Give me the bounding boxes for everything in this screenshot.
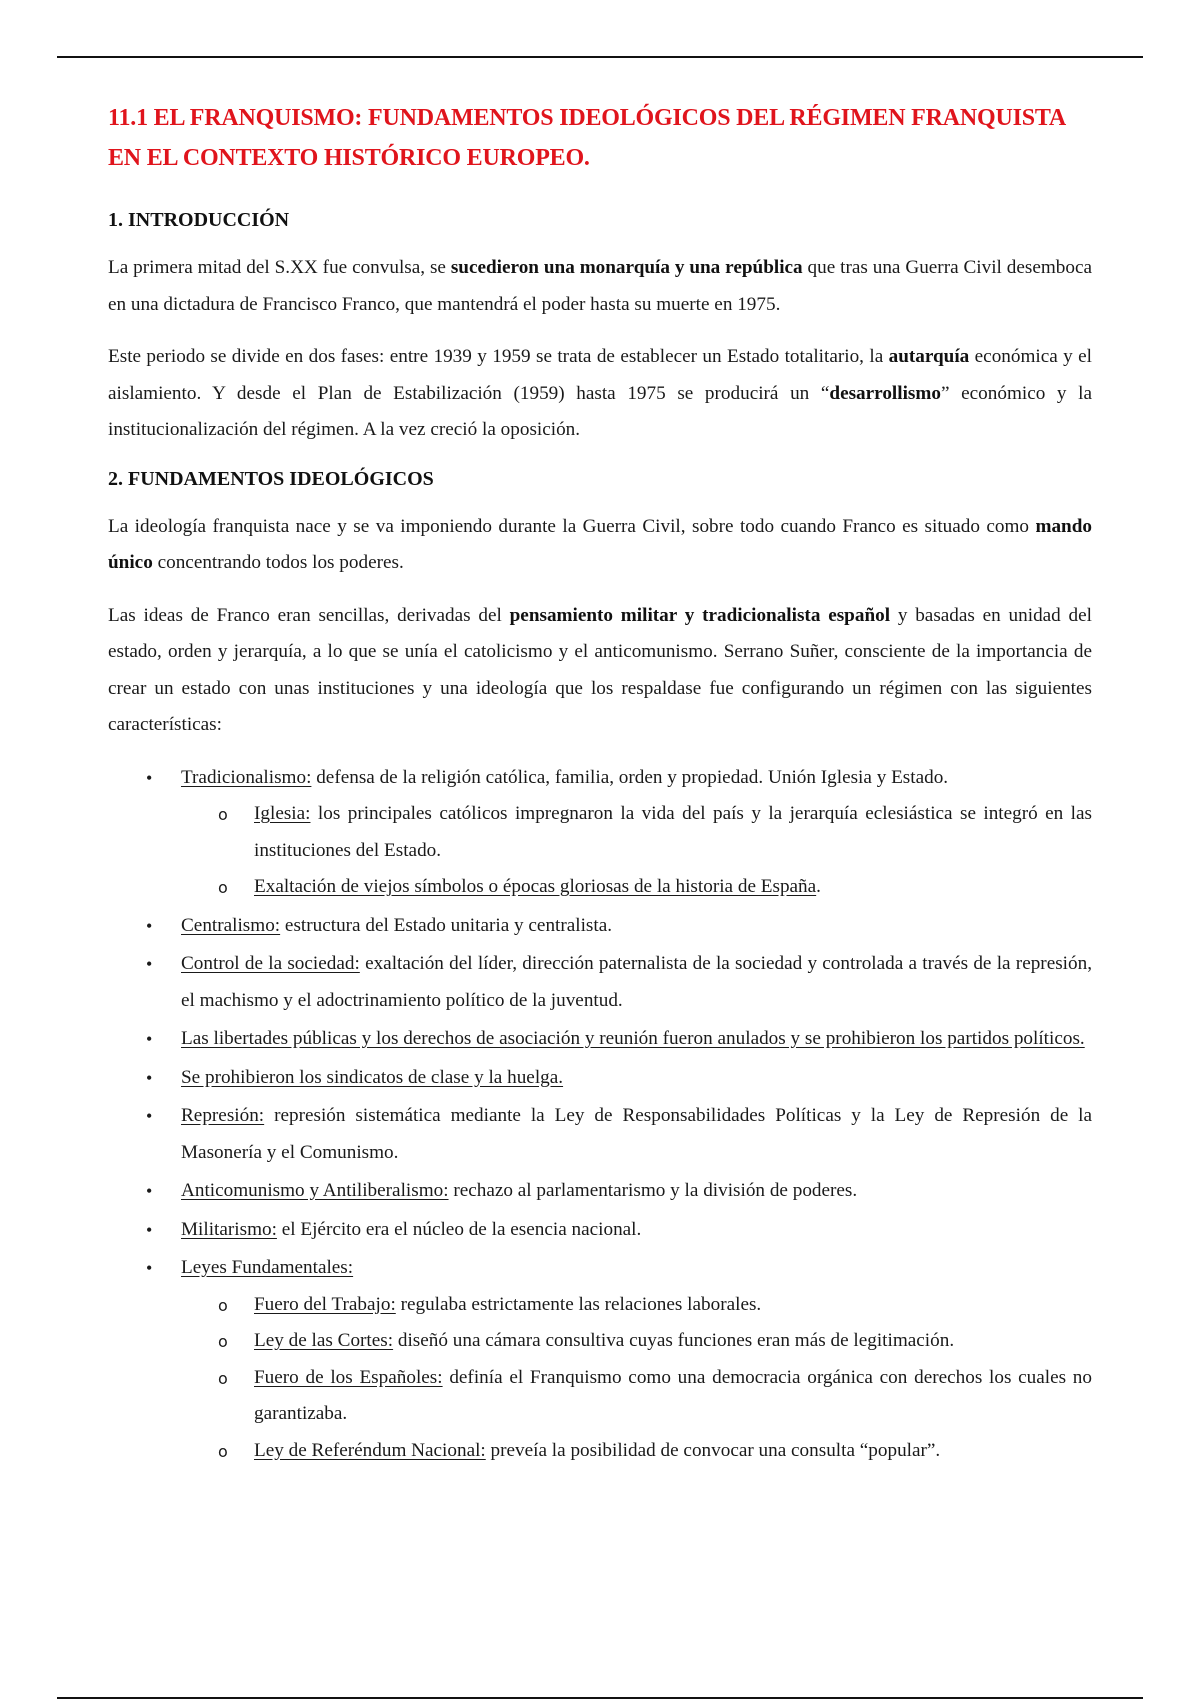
item-label: Iglesia: (254, 803, 311, 824)
bottom-rule (57, 1697, 1143, 1699)
item-text: diseñó una cámara consultiva cuyas funciones eran más de legitimación. (393, 1330, 955, 1351)
text-run: Las ideas de Franco eran sencillas, derivadas del (108, 604, 510, 626)
bold-text: autarquía (888, 346, 970, 367)
item-label: Tradicionalismo: (181, 766, 312, 788)
item-text: definía el Franquismo como una democracia orgánica con derechos los cuales no garantizaba. (254, 1366, 1092, 1424)
fundamentos-paragraph-2 (108, 598, 1092, 744)
item-text: rechazo al parlamentarismo y la división de poderes. (448, 1180, 858, 1201)
item-label: Ley de las Cortes: (254, 1330, 394, 1351)
item-label: Fuero del Trabajo: (254, 1293, 396, 1315)
text-run: que tras una Guerra Civil desemboca en una dictadura de Francisco Franco, que mantendrá el poder hasta su muerte en 1975. (108, 257, 1093, 315)
fundamentos-paragraph-1 (108, 509, 1092, 582)
list-item-libertades (108, 1021, 1092, 1058)
circle-bullet-icon: o (218, 1368, 228, 1388)
section-heading-introduccion: 1. INTRODUCCIÓN (108, 209, 290, 231)
list-item-anticomunismo (108, 1173, 1092, 1210)
sublist-tradicionalismo (181, 796, 1092, 906)
list-item-sindicatos (108, 1060, 1092, 1097)
document-body (108, 98, 1092, 1471)
list-item-represion (108, 1098, 1092, 1171)
bullet-icon: • (146, 1106, 153, 1126)
sublist-item-ley-cortes (181, 1323, 1092, 1360)
bullet-icon: • (146, 1181, 153, 1201)
circle-bullet-icon: o (218, 1441, 228, 1461)
item-text: preveía la posibilidad de convocar una consulta “popular”. (485, 1439, 941, 1461)
bullet-icon: • (146, 1067, 153, 1088)
page-title: 11.1 EL FRANQUISMO: FUNDAMENTOS IDEOLÓGICOS DEL RÉGIMEN FRANQUISTA EN EL CONTEXTO HISTÓRICO EUROPEO. (108, 105, 1065, 171)
item-text: represión sistemática mediante la Ley de Responsabilidades Políticas y la Ley de Represión de la Masonería y el Comunismo. (181, 1105, 1092, 1163)
text-run: La primera mitad del S.XX fue convulsa, se (108, 257, 451, 278)
text-run: Este periodo se divide en dos fases: entre 1939 y 1959 se trata de establecer un Estado totalitario, la (108, 346, 889, 367)
circle-bullet-icon: o (218, 805, 228, 824)
item-label: Se prohibieron los sindicatos de clase y la huelga. (181, 1066, 564, 1088)
bold-text: pensamiento militar y tradicionalista español (509, 604, 891, 626)
circle-bullet-icon: o (218, 1295, 228, 1315)
item-text: el Ejército era el núcleo de la esencia nacional. (276, 1218, 642, 1240)
bullet-icon: • (146, 767, 153, 788)
intro-paragraph-1 (108, 250, 1092, 323)
item-label: Ley de Referéndum Nacional: (254, 1439, 486, 1461)
item-label: Militarismo: (181, 1218, 277, 1240)
bullet-icon: • (146, 1219, 153, 1240)
sublist-leyes (181, 1287, 1092, 1470)
bold-text: desarrollismo (829, 382, 941, 404)
item-text: defensa de la religión católica, familia, orden y propiedad. Unión Iglesia y Estado. (311, 766, 949, 788)
top-rule (57, 56, 1143, 58)
bold-text: mando único (108, 515, 1092, 573)
sublist-item-exaltacion (181, 869, 1092, 906)
section-heading-fundamentos: 2. FUNDAMENTOS IDEOLÓGICOS (108, 467, 434, 490)
text-run: ” económico y la institucionalización del régimen. A la vez creció la oposición. (108, 382, 1092, 440)
sublist-item-iglesia (181, 796, 1092, 869)
bullet-icon: • (146, 915, 153, 936)
bullet-icon: • (146, 1029, 153, 1049)
bullet-icon: • (146, 954, 153, 974)
text-run: La ideología franquista nace y se va imponiendo durante la Guerra Civil, sobre todo cuando Franco es situado como (108, 515, 1036, 537)
bullet-icon: • (146, 1258, 153, 1278)
list-item-militarismo (108, 1212, 1092, 1249)
list-item-leyes-fundamentales (108, 1250, 1092, 1469)
bold-text: sucedieron una monarquía y una república (450, 257, 803, 278)
item-text: los principales católicos impregnaron la vida del país y la jerarquía eclesiástica se integró en las instituciones del Estado. (254, 803, 1092, 861)
item-label: Anticomunismo y Antiliberalismo: (181, 1180, 449, 1201)
item-label: Fuero de los Españoles: (254, 1366, 443, 1388)
sublist-item-referendum (181, 1433, 1092, 1470)
text-run: concentrando todos los poderes. (152, 552, 404, 573)
item-text: regulaba estrictamente las relaciones laborales. (395, 1293, 762, 1315)
characteristics-list (108, 760, 1092, 1470)
text-run: económica y el aislamiento. Y desde el Plan de Estabilización (1959) hasta 1975 se producirá un “ (108, 346, 1092, 404)
sublist-item-fuero-espanoles (181, 1360, 1092, 1433)
item-text: exaltación del líder, dirección paternalista de la sociedad y controlada a través de la represión, el machismo y el adoctrinamiento político de la juventud. (181, 953, 1092, 1011)
circle-bullet-icon: o (218, 1332, 228, 1351)
sublist-item-fuero-trabajo (181, 1287, 1092, 1324)
list-item-tradicionalismo (108, 760, 1092, 906)
item-label: Centralismo: (181, 914, 281, 936)
item-text: estructura del Estado unitaria y centralista. (280, 914, 613, 936)
text-run: y basadas en unidad del estado, orden y jerarquía, a lo que se unía el catolicismo y el anticomunismo. Serrano Suñer, consciente de la importancia de crear un estado con unas instituciones y una ideología que los respaldase fue configurando un régimen con las siguientes características: (108, 604, 1092, 735)
circle-bullet-icon: o (218, 878, 228, 897)
item-label: Las libertades públicas y los derechos de asociación y reunión fueron anulados y se prohibieron los partidos políticos. (181, 1028, 1085, 1049)
intro-paragraph-2 (108, 339, 1092, 449)
item-label: Control de la sociedad: (181, 953, 360, 974)
item-text: . (816, 876, 821, 897)
item-label: Represión: (181, 1105, 265, 1126)
list-item-control-sociedad (108, 946, 1092, 1019)
list-item-centralismo (108, 908, 1092, 945)
item-label: Leyes Fundamentales: (181, 1257, 354, 1278)
item-label: Exaltación de viejos símbolos o épocas gloriosas de la historia de España (254, 876, 817, 897)
